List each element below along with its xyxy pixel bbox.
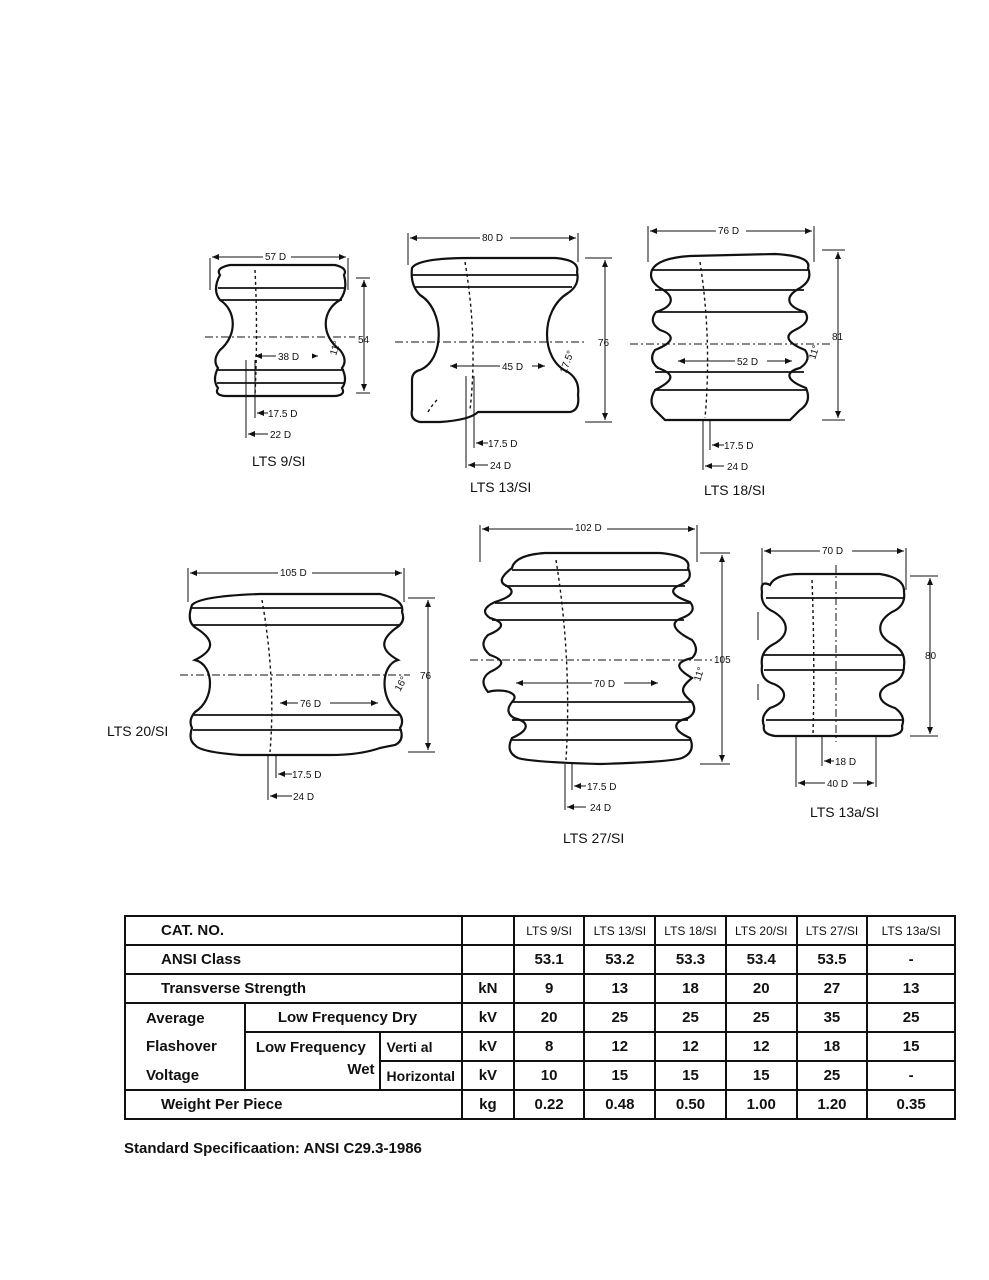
table-cell: 25 <box>867 1003 955 1032</box>
lts-13a-height: 80 <box>925 651 937 662</box>
table-cell: 9 <box>514 974 585 1003</box>
table-cell: 13 <box>867 974 955 1003</box>
unit-cell: kV <box>462 1032 514 1061</box>
unit-cell: kg <box>462 1090 514 1119</box>
ansi-class-label: ANSI Class <box>125 945 462 974</box>
lts-13-height: 76 <box>598 338 610 349</box>
col-header: LTS 13/SI <box>584 916 655 945</box>
table-row <box>125 1061 955 1090</box>
lts-18-angle: 11° <box>807 343 823 361</box>
insulator-lts-27 <box>470 521 731 846</box>
flashover-group-line2: Flashover <box>125 1032 245 1061</box>
lts-13a-label: LTS 13a/SI <box>810 804 880 820</box>
table-cell: 13 <box>584 974 655 1003</box>
horizontal-label: Horizontal <box>380 1061 462 1090</box>
unit-cell: kV <box>462 1003 514 1032</box>
table-cell: 25 <box>655 1003 726 1032</box>
table-row <box>125 945 955 974</box>
table-row <box>125 1032 955 1061</box>
lts-27-angle: 11° <box>692 665 708 683</box>
wet-label-line1: Low Frequency <box>245 1032 380 1061</box>
lts-20-base: 24 D <box>293 792 315 803</box>
table-cell: 15 <box>655 1061 726 1090</box>
table-cell: 53.3 <box>655 945 726 974</box>
weight-label: Weight Per Piece <box>125 1090 462 1119</box>
table-row <box>125 1003 955 1032</box>
table-cell: - <box>867 1061 955 1090</box>
table-row <box>125 916 955 945</box>
lts-18-height: 81 <box>832 332 844 343</box>
lts-27-height: 105 <box>714 655 731 666</box>
lts-20-inner-dia: 76 D <box>300 699 322 710</box>
table-cell: 20 <box>726 974 797 1003</box>
unit-cell <box>462 945 514 974</box>
table-cell: 25 <box>726 1003 797 1032</box>
lts-18-base: 24 D <box>727 462 749 473</box>
lts-20-height: 76 <box>420 671 432 682</box>
col-header: LTS 20/SI <box>726 916 797 945</box>
table-cell: 18 <box>797 1032 868 1061</box>
lts-20-label: LTS 20/SI <box>107 723 169 739</box>
table-cell: 18 <box>655 974 726 1003</box>
lts-20-angle: 16° <box>393 674 411 694</box>
transverse-label: Transverse Strength <box>125 974 462 1003</box>
lts-13-base: 24 D <box>490 461 512 472</box>
table-cell: 0.35 <box>867 1090 955 1119</box>
col-header: LTS 9/SI <box>514 916 585 945</box>
table-cell: 53.5 <box>797 945 868 974</box>
lts-18-top-dia: 76 D <box>718 226 740 237</box>
lts-13a-base: 40 D <box>827 779 849 790</box>
lts-9-top-dia: 57 D <box>265 252 287 263</box>
lts-9-label: LTS 9/SI <box>252 453 306 469</box>
table-cell: 53.1 <box>514 945 585 974</box>
lts-13-angle: 17.5° <box>558 349 577 376</box>
lts-27-thread: 17.5 D <box>587 782 617 793</box>
table-cell: 20 <box>514 1003 585 1032</box>
table-cell: - <box>867 945 955 974</box>
lts-13a-thread: 18 D <box>835 757 857 768</box>
lts-27-inner-dia: 70 D <box>594 679 616 690</box>
lts-18-label: LTS 18/SI <box>704 482 766 498</box>
table-cell: 12 <box>655 1032 726 1061</box>
table-cell: 12 <box>584 1032 655 1061</box>
lts-20-thread: 17.5 D <box>292 770 322 781</box>
insulator-lts-13 <box>395 231 612 495</box>
lts-9-inner-dia: 38 D <box>278 352 300 363</box>
table-cell: 35 <box>797 1003 868 1032</box>
lts-27-label: LTS 27/SI <box>563 830 625 846</box>
table-cell: 15 <box>867 1032 955 1061</box>
unit-cell: kV <box>462 1061 514 1090</box>
table-cell: 0.48 <box>584 1090 655 1119</box>
insulator-lts-9 <box>205 250 370 469</box>
table-cell: 53.4 <box>726 945 797 974</box>
lts-9-thread: 17.5 D <box>268 409 298 420</box>
col-header: LTS 18/SI <box>655 916 726 945</box>
lts-13-label: LTS 13/SI <box>470 479 532 495</box>
cat-no-label: CAT. NO. <box>125 916 462 945</box>
table-cell: 12 <box>726 1032 797 1061</box>
table-cell: 1.00 <box>726 1090 797 1119</box>
lts-13-top-dia: 80 D <box>482 233 504 244</box>
table-cell: 27 <box>797 974 868 1003</box>
lts-20-top-dia: 105 D <box>280 568 307 579</box>
lts-9-base: 22 D <box>270 430 292 441</box>
vertical-label: Verti al <box>380 1032 462 1061</box>
table-cell: 8 <box>514 1032 585 1061</box>
table-cell: 0.50 <box>655 1090 726 1119</box>
lts-13a-top-dia: 70 D <box>822 546 844 557</box>
unit-cell: kN <box>462 974 514 1003</box>
table-row <box>125 1090 955 1119</box>
lts-27-top-dia: 102 D <box>575 523 602 534</box>
flashover-group-line1: Average <box>125 1003 245 1032</box>
lts-13-inner-dia: 45 D <box>502 362 524 373</box>
col-header: LTS 27/SI <box>797 916 868 945</box>
table-cell: 15 <box>726 1061 797 1090</box>
table-cell: 53.2 <box>584 945 655 974</box>
specification-table <box>124 915 956 1120</box>
table-cell: 1.20 <box>797 1090 868 1119</box>
insulator-lts-13a <box>758 544 938 820</box>
dry-label: Low Frequency Dry <box>245 1003 462 1032</box>
table-cell: 25 <box>584 1003 655 1032</box>
flashover-group-line3: Voltage <box>125 1061 245 1090</box>
standard-specification: Standard Specificaation: ANSI C29.3-1986 <box>124 1140 422 1157</box>
lts-18-thread: 17.5 D <box>724 441 754 452</box>
insulator-lts-20 <box>107 566 435 803</box>
table-row <box>125 974 955 1003</box>
table-cell: 0.22 <box>514 1090 585 1119</box>
table-cell: 15 <box>584 1061 655 1090</box>
lts-9-angle: 11° <box>328 339 344 357</box>
insulator-lts-18 <box>630 224 845 498</box>
lts-18-inner-dia: 52 D <box>737 357 759 368</box>
table-cell: 25 <box>797 1061 868 1090</box>
table-cell: 10 <box>514 1061 585 1090</box>
lts-9-height: 54 <box>358 335 370 346</box>
wet-label-line2: Wet <box>245 1061 380 1090</box>
lts-13-thread: 17.5 D <box>488 439 518 450</box>
col-header: LTS 13a/SI <box>867 916 955 945</box>
unit-cell <box>462 916 514 945</box>
lts-27-base: 24 D <box>590 803 612 814</box>
